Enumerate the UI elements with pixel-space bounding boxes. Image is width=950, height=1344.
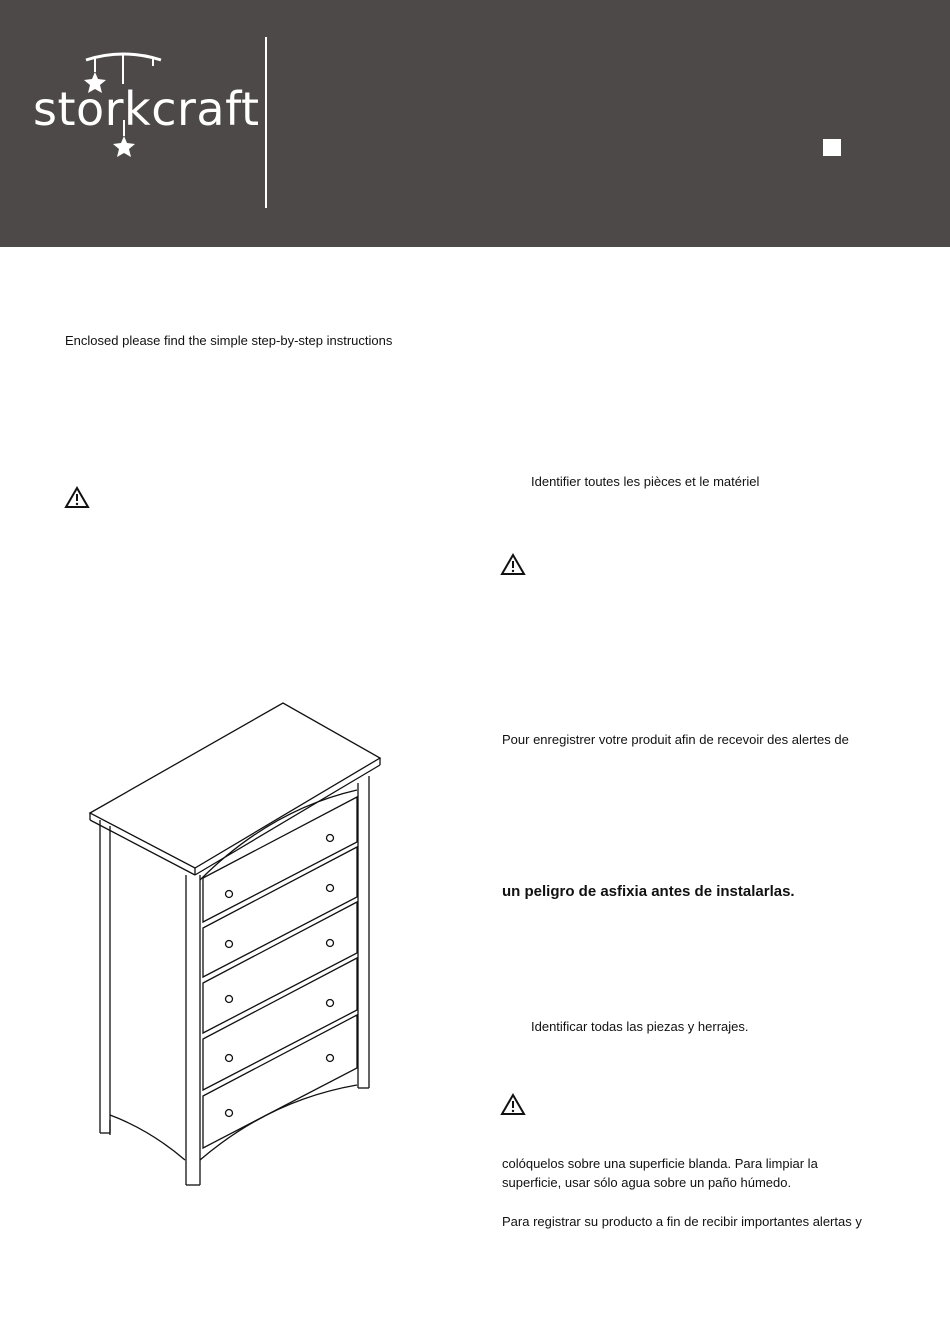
spanish-identify: Identificar todas las piezas y herrajes.	[531, 1019, 749, 1034]
french-register: Pour enregistrer votre produit afin de recevoir des alertes de	[502, 732, 849, 747]
header-banner	[0, 0, 950, 247]
english-intro: Enclosed please find the simple step-by-step instructions	[65, 333, 393, 348]
brand-logo: storkcraft	[33, 82, 260, 136]
french-identify: Identifier toutes les pièces et le matériel	[531, 474, 760, 489]
header-divider	[265, 37, 267, 208]
warning-triangle-icon	[500, 553, 526, 576]
spanish-clean-line2: superficie, usar sólo agua sobre un paño húmedo.	[502, 1175, 792, 1190]
square-icon	[823, 139, 841, 156]
dresser-drawing	[88, 700, 388, 1195]
spanish-clean-line1: colóquelos sobre una superficie blanda. Para limpiar la	[502, 1156, 818, 1171]
warning-triangle-icon	[64, 486, 90, 509]
spanish-register: Para registrar su producto a fin de recibir importantes alertas y	[502, 1214, 862, 1229]
star-icon	[113, 136, 135, 157]
spanish-choking: un peligro de asfixia antes de instalarlas.	[502, 883, 795, 900]
warning-triangle-icon	[500, 1093, 526, 1116]
